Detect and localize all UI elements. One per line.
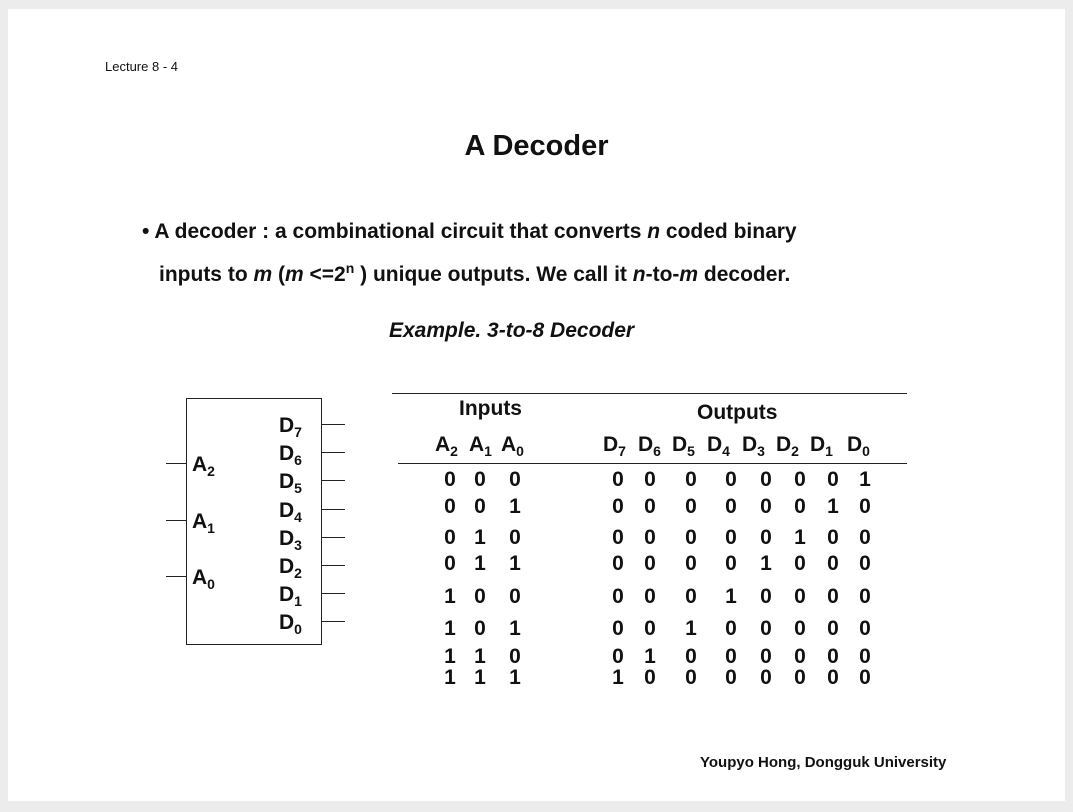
input-cell: 0 <box>509 526 521 549</box>
input-cell: 0 <box>444 468 456 491</box>
input-cell: 0 <box>474 468 486 491</box>
label-subscript: 2 <box>791 443 799 459</box>
input-cell: 1 <box>444 585 456 608</box>
output-cell: 0 <box>685 666 697 689</box>
output-cell: 0 <box>612 526 624 549</box>
input-cell: 1 <box>509 617 521 640</box>
output-lead-d7 <box>321 424 345 425</box>
output-cell: 0 <box>827 645 839 668</box>
label-subscript: 1 <box>825 443 833 459</box>
output-cell: 0 <box>859 617 871 640</box>
label-subscript: 1 <box>207 520 215 536</box>
input-pin-a0 <box>192 567 215 591</box>
bullet-text: ) unique outputs. We call it <box>354 263 633 286</box>
table-header-rule <box>398 463 907 464</box>
output-cell: 0 <box>859 645 871 668</box>
output-cell: 0 <box>794 666 806 689</box>
bullet-text: inputs to <box>159 263 254 286</box>
output-pin-d4 <box>279 500 302 524</box>
output-cell: 0 <box>612 617 624 640</box>
output-cell: 0 <box>859 666 871 689</box>
label-subscript: 1 <box>294 593 302 609</box>
label-subscript: 3 <box>294 537 302 553</box>
input-cell: 0 <box>444 495 456 518</box>
label-base: D <box>279 442 295 465</box>
output-lead-d3 <box>321 537 345 538</box>
output-cell: 0 <box>859 552 871 575</box>
output-cell: 0 <box>612 585 624 608</box>
bullet-text: ( <box>272 263 285 286</box>
output-cell: 0 <box>644 585 656 608</box>
output-cell: 0 <box>827 617 839 640</box>
input-pin-a2 <box>192 454 215 478</box>
output-cell: 1 <box>859 468 871 491</box>
input-cell: 0 <box>509 645 521 668</box>
label-base: D <box>776 433 792 456</box>
input-lead-a2 <box>166 463 186 464</box>
output-lead-d2 <box>321 565 345 566</box>
output-lead-d0 <box>321 621 345 622</box>
label-base: D <box>279 583 295 606</box>
output-cell: 0 <box>760 526 772 549</box>
output-cell: 0 <box>644 526 656 549</box>
input-cell: 0 <box>474 585 486 608</box>
output-cell: 0 <box>725 666 737 689</box>
bullet-text: coded binary <box>660 220 797 243</box>
output-cell: 0 <box>760 495 772 518</box>
output-cell: 0 <box>794 645 806 668</box>
label-base: A <box>501 433 517 456</box>
label-subscript: 0 <box>862 443 870 459</box>
table-top-rule <box>392 393 907 394</box>
input-cell: 1 <box>444 617 456 640</box>
label-base: A <box>192 510 208 533</box>
output-cell: 0 <box>644 552 656 575</box>
label-subscript: 0 <box>516 443 524 459</box>
output-pin-d6 <box>279 443 302 467</box>
output-cell: 1 <box>827 495 839 518</box>
output-cell: 0 <box>794 585 806 608</box>
label-base: D <box>603 433 619 456</box>
output-cell: 0 <box>794 617 806 640</box>
output-cell: 0 <box>725 495 737 518</box>
bullet-definition <box>142 214 942 293</box>
label-base: D <box>672 433 688 456</box>
label-base: D <box>742 433 758 456</box>
bullet-var: m <box>285 263 304 286</box>
bullet-superscript: n <box>345 260 355 276</box>
label-base: D <box>279 470 295 493</box>
label-base: D <box>279 499 295 522</box>
label-subscript: 4 <box>722 443 730 459</box>
output-cell: 1 <box>725 585 737 608</box>
input-cell: 1 <box>474 552 486 575</box>
output-cell: 0 <box>644 617 656 640</box>
output-pin-d0 <box>279 612 302 636</box>
input-cell: 0 <box>444 526 456 549</box>
output-pin-d3 <box>279 528 302 552</box>
slide-header-label: Lecture 8 - 4 <box>105 59 178 74</box>
output-cell: 0 <box>859 495 871 518</box>
output-cell: 0 <box>760 468 772 491</box>
label-base: D <box>279 555 295 578</box>
output-cell: 0 <box>827 526 839 549</box>
output-cell: 0 <box>827 468 839 491</box>
label-subscript: 7 <box>294 424 302 440</box>
output-cell: 1 <box>612 666 624 689</box>
output-cell: 0 <box>725 526 737 549</box>
output-pin-d5 <box>279 471 302 495</box>
label-base: A <box>192 453 208 476</box>
label-subscript: 2 <box>294 565 302 581</box>
label-base: A <box>192 566 208 589</box>
output-cell: 0 <box>859 526 871 549</box>
input-lead-a1 <box>166 520 186 521</box>
label-subscript: 5 <box>687 443 695 459</box>
label-subscript: 4 <box>294 509 302 525</box>
bullet-text: <=2 <box>303 263 346 286</box>
bullet-text: -to- <box>645 263 680 286</box>
input-column-header <box>469 433 492 459</box>
output-pin-d7 <box>279 415 302 439</box>
bullet-marker: • <box>142 220 150 243</box>
output-cell: 0 <box>725 617 737 640</box>
input-cell: 1 <box>444 645 456 668</box>
label-base: D <box>810 433 826 456</box>
output-cell: 0 <box>827 552 839 575</box>
bullet-var: n <box>632 263 646 286</box>
output-column-header <box>742 433 765 459</box>
output-column-header <box>603 433 626 459</box>
output-cell: 0 <box>685 468 697 491</box>
slide <box>8 9 1065 801</box>
output-column-header <box>776 433 799 459</box>
input-cell: 1 <box>474 526 486 549</box>
inputs-header: Inputs <box>459 397 522 420</box>
label-subscript: 0 <box>294 621 302 637</box>
label-subscript: 7 <box>618 443 626 459</box>
output-cell: 0 <box>760 645 772 668</box>
bullet-text: decoder. <box>698 263 791 286</box>
label-subscript: 0 <box>207 576 215 592</box>
output-column-header <box>707 433 730 459</box>
output-column-header <box>672 433 695 459</box>
input-cell: 0 <box>509 585 521 608</box>
input-cell: 1 <box>474 666 486 689</box>
output-cell: 1 <box>685 617 697 640</box>
output-cell: 0 <box>794 468 806 491</box>
output-cell: 0 <box>760 585 772 608</box>
label-base: D <box>847 433 863 456</box>
output-cell: 0 <box>685 552 697 575</box>
bullet-line-2 <box>142 250 942 293</box>
label-base: D <box>279 414 295 437</box>
output-column-header <box>847 433 870 459</box>
label-base: D <box>707 433 723 456</box>
output-cell: 0 <box>725 645 737 668</box>
output-cell: 0 <box>644 495 656 518</box>
input-cell: 0 <box>444 552 456 575</box>
output-cell: 0 <box>685 585 697 608</box>
label-subscript: 6 <box>294 452 302 468</box>
output-cell: 0 <box>685 645 697 668</box>
output-cell: 0 <box>760 666 772 689</box>
input-cell: 0 <box>474 495 486 518</box>
input-cell: 1 <box>509 552 521 575</box>
output-lead-d5 <box>321 480 345 481</box>
output-cell: 0 <box>794 552 806 575</box>
label-subscript: 5 <box>294 480 302 496</box>
output-pin-d2 <box>279 556 302 580</box>
output-cell: 0 <box>827 666 839 689</box>
label-base: D <box>279 611 295 634</box>
bullet-var: n <box>647 220 661 243</box>
output-cell: 0 <box>685 495 697 518</box>
output-cell: 0 <box>725 552 737 575</box>
label-base: D <box>279 527 295 550</box>
label-subscript: 2 <box>450 443 458 459</box>
output-column-header <box>638 433 661 459</box>
output-cell: 0 <box>725 468 737 491</box>
output-cell: 0 <box>612 495 624 518</box>
output-cell: 1 <box>794 526 806 549</box>
output-column-header <box>810 433 833 459</box>
bullet-text: A decoder : a combinational circuit that converts <box>154 220 648 243</box>
bullet-var: m <box>679 263 699 286</box>
input-cell: 0 <box>474 617 486 640</box>
input-cell: 1 <box>474 645 486 668</box>
input-column-header <box>435 433 458 459</box>
bullet-line-1 <box>142 214 942 250</box>
example-caption: Example. 3-to-8 Decoder <box>389 319 635 342</box>
output-cell: 0 <box>827 585 839 608</box>
output-cell: 0 <box>644 468 656 491</box>
label-subscript: 2 <box>207 463 215 479</box>
output-lead-d1 <box>321 593 345 594</box>
input-column-header <box>501 433 524 459</box>
output-cell: 0 <box>612 645 624 668</box>
input-cell: 1 <box>509 495 521 518</box>
output-cell: 0 <box>612 552 624 575</box>
output-lead-d6 <box>321 452 345 453</box>
label-base: D <box>638 433 654 456</box>
input-pin-a1 <box>192 511 215 535</box>
output-cell: 0 <box>859 585 871 608</box>
output-cell: 0 <box>760 617 772 640</box>
input-lead-a0 <box>166 576 186 577</box>
label-base: A <box>435 433 451 456</box>
slide-footer: Youpyo Hong, Dongguk University <box>700 754 947 771</box>
outputs-header: Outputs <box>697 401 778 424</box>
input-cell: 1 <box>444 666 456 689</box>
label-subscript: 1 <box>484 443 492 459</box>
output-cell: 1 <box>644 645 656 668</box>
output-cell: 1 <box>760 552 772 575</box>
input-cell: 1 <box>509 666 521 689</box>
output-pin-d1 <box>279 584 302 608</box>
input-cell: 0 <box>509 468 521 491</box>
output-cell: 0 <box>685 526 697 549</box>
label-subscript: 6 <box>653 443 661 459</box>
output-cell: 0 <box>794 495 806 518</box>
slide-title: A Decoder <box>464 130 609 162</box>
label-subscript: 3 <box>757 443 765 459</box>
bullet-var: m <box>253 263 273 286</box>
output-cell: 0 <box>644 666 656 689</box>
output-lead-d4 <box>321 509 345 510</box>
output-cell: 0 <box>612 468 624 491</box>
label-base: A <box>469 433 485 456</box>
